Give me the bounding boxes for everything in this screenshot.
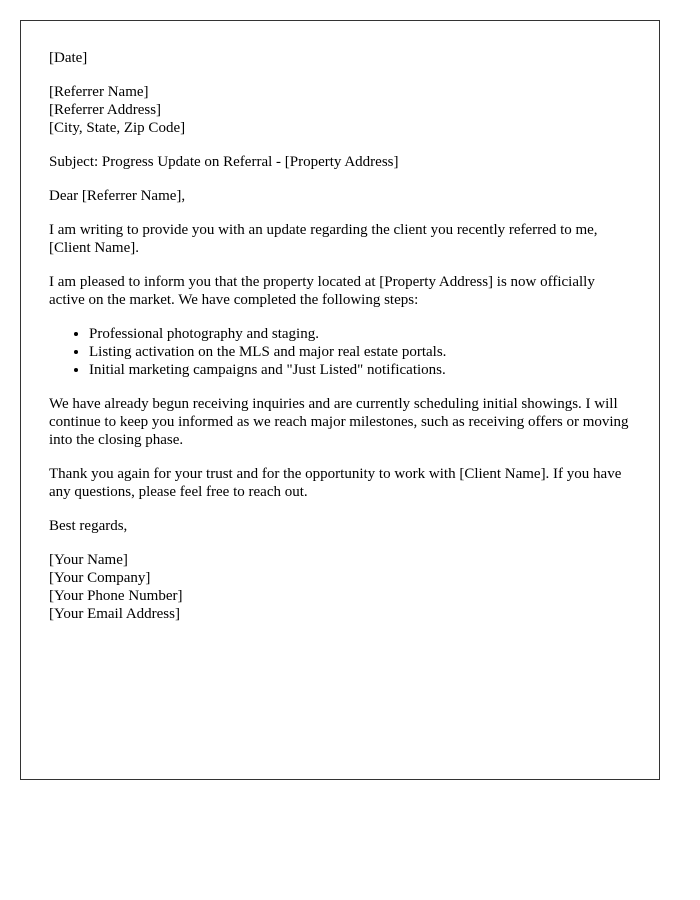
thanks-paragraph: Thank you again for your trust and for the opportunity to work with [Client Name]. If you have any questions, please feel free to reach out. bbox=[49, 466, 622, 500]
letter-date: [Date] bbox=[49, 50, 88, 66]
letter-closing: Best regards, bbox=[49, 518, 128, 534]
referrer-address: [Referrer Address] bbox=[49, 102, 162, 118]
signature-email: [Your Email Address] bbox=[49, 606, 180, 622]
referrer-name: [Referrer Name] bbox=[49, 84, 149, 100]
list-item: • Listing activation on the MLS and major real estate portals. bbox=[89, 343, 631, 361]
intro-paragraph: I am writing to provide you with an update regarding the client you recently referred to me, [Client Name]. bbox=[49, 222, 598, 256]
list-item: • Professional photography and staging. bbox=[89, 325, 631, 343]
completed-steps-list bbox=[49, 325, 631, 379]
signature-phone: [Your Phone Number] bbox=[49, 588, 183, 604]
letter-subject: Subject: Progress Update on Referral - [Property Address] bbox=[49, 154, 399, 170]
signature-name: [Your Name] bbox=[49, 552, 128, 568]
signature-block bbox=[49, 551, 631, 623]
status-paragraph: I am pleased to inform you that the property located at [Property Address] is now officially active on the market. We have completed the following steps: bbox=[49, 274, 595, 308]
signature-company: [Your Company] bbox=[49, 570, 151, 586]
referrer-city-state-zip: [City, State, Zip Code] bbox=[49, 120, 186, 136]
inquiries-paragraph: We have already begun receiving inquiries and are currently scheduling initial showings. I will continue to keep you informed as we reach major milestones, such as receiving offers or moving into the closing phase. bbox=[49, 396, 629, 448]
list-item: • Initial marketing campaigns and "Just Listed" notifications. bbox=[89, 361, 631, 379]
referrer-address-block bbox=[49, 83, 631, 137]
letter-document bbox=[20, 20, 660, 780]
letter-salutation: Dear [Referrer Name], bbox=[49, 188, 186, 204]
